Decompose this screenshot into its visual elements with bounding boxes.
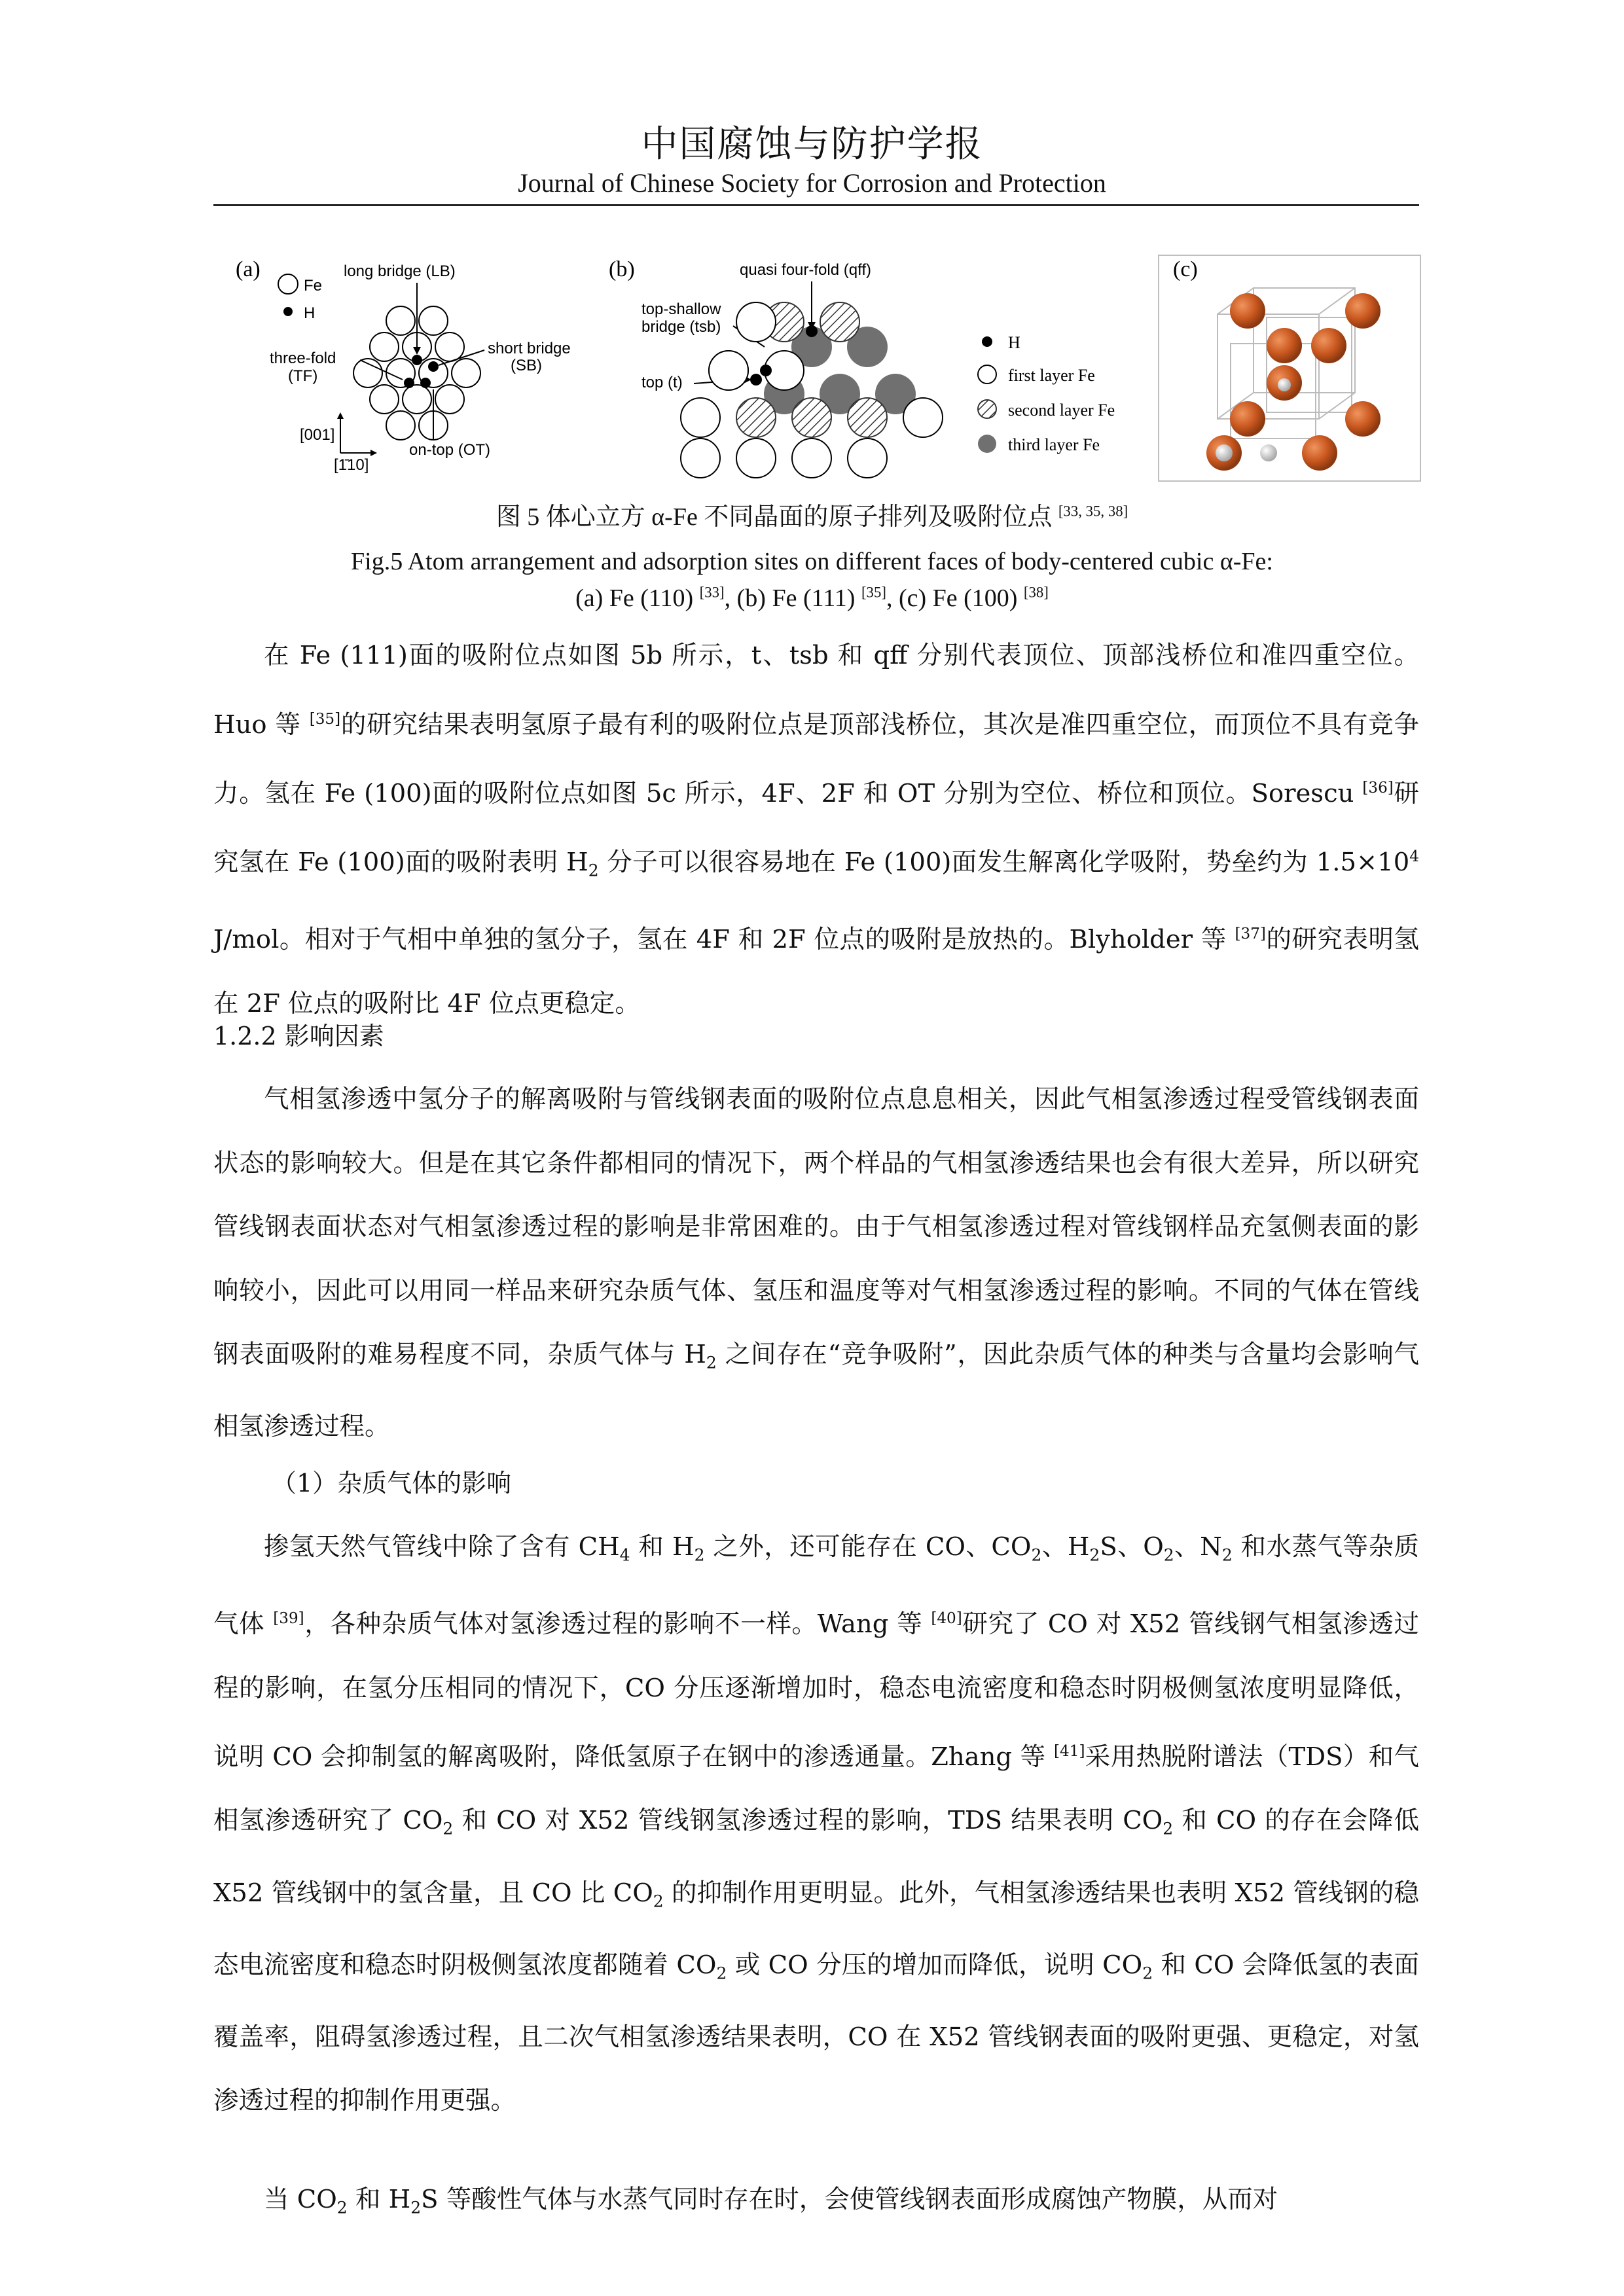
legend-first-icon xyxy=(978,365,996,384)
panel-b xyxy=(609,257,1115,478)
legend-second-layer: second layer Fe xyxy=(1008,401,1115,420)
label-bridge-tsb: bridge (tsb) xyxy=(641,318,721,336)
paragraph-impurity-gases: 掺氢天然气管线中除了含有 $CH_4$ 和 $H_2$ 之外，还可能存在 CO、$CO_2$、$H_2S$、$O_2$、$N_2$ 和水蒸气等杂质气体 [39]，各种杂质气体对氢渗透过程的影响不一样。Wang 等 [40]研究了 CO 对 X52 管线钢气相氢渗透过程的影响，在氢分压相同的情况下，CO 分压逐渐增加时，稳态电流密度和稳态时阴极侧氢浓度明显降低，说明 CO 会抑制氢的解离吸附，降低氢原子在钢中的渗透通量。Zhang 等 [41]采用热脱附谱法（TDS）和气相氢渗透研究了 $CO_2$ 和 CO 对 X52 管线钢氢渗透过程的影响，TDS 结果表明 $CO_2$ 和 CO 的存在会降低 X52 管线钢中的氢含量，且 CO 比 $CO_2$ 的抑制作用更明显。此外，气相氢渗透结果也表明 X52 管线钢的稳态电流密度和稳态时阴极侧氢浓度都随着 $CO_2$ 或 CO 分压的增加而降低，说明 $CO_2$ 和 CO 会降低氢的表面覆盖率，阻碍氢渗透过程，且二次气相氢渗透结果表明，CO 在 X52 管线钢表面的吸附更强、更稳定，对氢渗透过程的抑制作用更强。 xyxy=(213,1532,1419,2116)
panel-c xyxy=(1159,255,1420,481)
figure-caption-en-parts: (a) Fe (110) [33], (b) Fe (111) [35], (c) Fe (100) [38] xyxy=(575,584,1049,612)
figure-caption-en: Fig.5 Atom arrangement and adsorption sites on different faces of body-centered cubic α-Fe: xyxy=(351,548,1273,575)
label-short-bridge: short bridge xyxy=(488,340,571,357)
label-tf: (TF) xyxy=(288,367,318,385)
subheading-impurity-gases: （1）杂质气体的影响 xyxy=(272,1469,512,1498)
label-qff: quasi four-fold (qff) xyxy=(740,261,871,279)
journal-title-cn: 中国腐蚀与防护学报 xyxy=(641,123,983,166)
header-rule xyxy=(213,204,1419,206)
legend-third-layer: third layer Fe xyxy=(1008,435,1100,454)
h-legend-icon xyxy=(283,307,293,316)
panel-b-label: (b) xyxy=(609,257,635,281)
axis-110: [1̄10] xyxy=(334,456,369,474)
journal-title-en: Journal of Chinese Society for Corrosion and Protection xyxy=(518,168,1106,198)
axis-001: [001] xyxy=(300,426,335,444)
label-on-top: on-top (OT) xyxy=(409,441,491,459)
legend-first-layer: first layer Fe xyxy=(1008,366,1095,385)
panel-a xyxy=(236,257,571,474)
section-heading-1-2-2: 1.2.2 影响因素 xyxy=(213,1022,384,1050)
label-top: top (t) xyxy=(641,374,683,391)
figure-5 xyxy=(223,249,1427,484)
paragraph-influencing-factors: 气相氢渗透中氢分子的解离吸附与管线钢表面的吸附位点息息相关，因此气相氢渗透过程受管线钢表面状态的影响较大。但是在其它条件都相同的情况下，两个样品的气相氢渗透结果也会有很大差异，所以研究管线钢表面状态对气相氢渗透过程的影响是非常困难的。由于气相氢渗透过程对管线钢样品充氢侧表面的影响较小，因此可以用同一样品来研究杂质气体、氢压和温度等对气相氢渗透过程的影响。不同的气体在管线钢表面吸附的难易程度不同，杂质气体与 $H_2$ 之间存在“竞争吸附”，因此杂质气体的种类与含量均会影响气相氢渗透过程。 xyxy=(213,1085,1419,1442)
label-three-fold: three-fold xyxy=(270,350,336,367)
legend-b-h: H xyxy=(1008,333,1020,352)
legend-fe: Fe xyxy=(304,277,323,295)
legend-h: H xyxy=(304,304,316,322)
paragraph-acid-gases: 当 $CO_2$ 和 $H_2S$ 等酸性气体与水蒸气同时存在时，会使管线钢表面形成腐蚀产物膜，从而对 xyxy=(264,2185,1278,2217)
panel-c-label: (c) xyxy=(1173,257,1198,281)
paragraph-fe111: 在 Fe (111)面的吸附位点如图 5b 所示，t、tsb 和 qff 分别代表顶位、顶部浅桥位和准四重空位。Huo 等 [35]的研究结果表明氢原子最有利的吸附位点是顶部浅桥位，其次是准四重空位，而顶位不具有竞争力。氢在 Fe (100)面的吸附位点如图 5c 所示，4F、2F 和 OT 分别为空位、桥位和顶位。Sorescu [36]研究氢在 Fe (100)面的吸附表明 $H_2$ 分子可以很容易地在 Fe (100)面发生解离化学吸附，势垒约为 $1.5\times 10^4$ J/mol。相对于气相中单独的氢分子，氢在 4F 和 2F 位点的吸附是放热的。Blyholder 等 [37]的研究表明氢在 2F 位点的吸附比 4F 位点更稳定。 xyxy=(213,641,1419,1018)
label-long-bridge: long bridge (LB) xyxy=(344,262,456,280)
label-sb: (SB) xyxy=(511,357,542,374)
figure-caption-cn: 图 5 体心立方 α-Fe 不同晶面的原子排列及吸附位点 [33, 35, 38] xyxy=(496,503,1128,531)
legend-third-icon xyxy=(978,435,996,453)
fe-legend-icon xyxy=(278,274,298,294)
figure-5-graphic xyxy=(223,249,1427,484)
legend-h-dot xyxy=(982,336,992,347)
label-top-shallow: top-shallow xyxy=(641,300,721,318)
panel-a-label: (a) xyxy=(236,257,261,281)
legend-second-icon xyxy=(978,400,996,418)
